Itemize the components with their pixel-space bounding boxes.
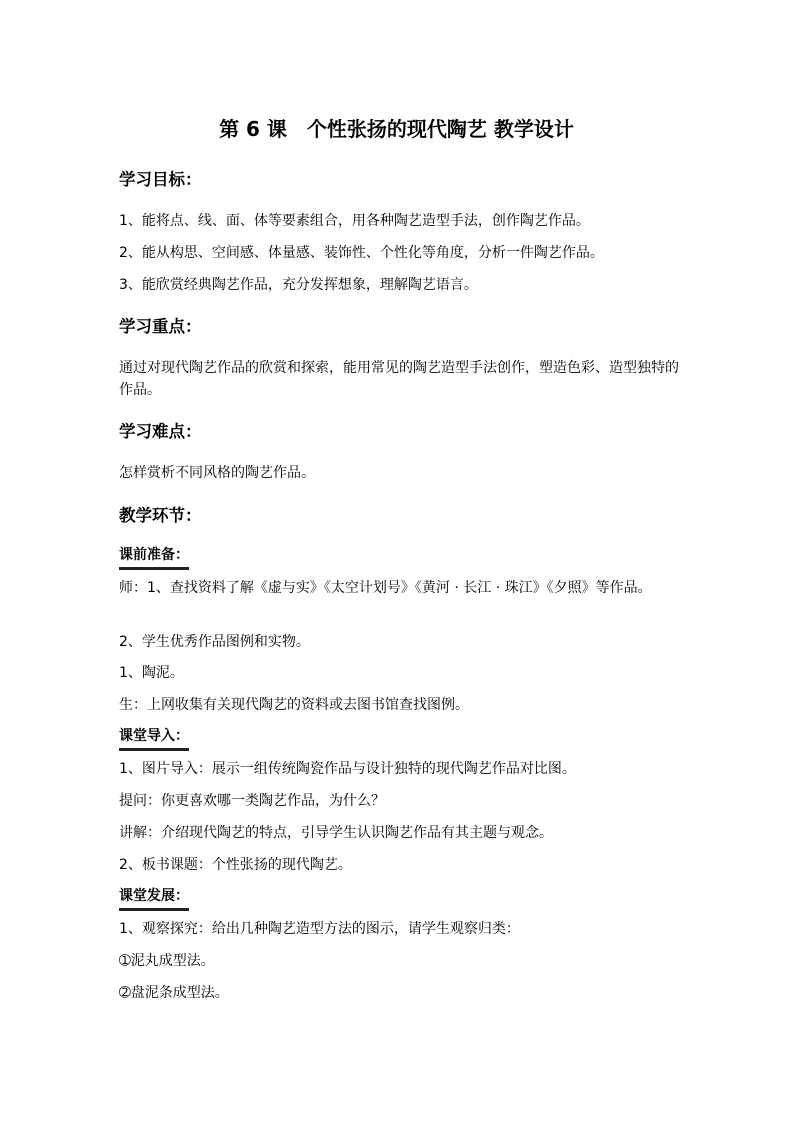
objective-item-1: 1、能将点、线、面、体等要素组合，用各种陶艺造型手法，创作陶艺作品。: [119, 213, 590, 229]
difficulties-heading: 学习难点：: [119, 422, 202, 441]
key-points-heading: 学习重点：: [119, 317, 202, 336]
introduction-line-2: 提问：你更喜欢哪一类陶艺作品，为什么？: [119, 793, 385, 809]
preparation-line-2: 2、学生优秀作品图例和实物。: [119, 634, 310, 650]
introduction-line-3: 讲解：介绍现代陶艺的特点，引导学生认识陶艺作品有其主题与观念。: [119, 825, 553, 841]
development-line-3: ➁盘泥条成型法。: [119, 985, 229, 1001]
objective-item-2: 2、能从构思、空间感、体量感、装饰性、个性化等角度，分析一件陶艺作品。: [119, 245, 604, 261]
preparation-line-4: 生：上网收集有关现代陶艺的资料或去图书馆查找图例。: [119, 697, 469, 713]
introduction-heading: 课堂导入：: [119, 726, 189, 751]
objective-item-3: 3、能欣赏经典陶艺作品，充分发挥想象，理解陶艺语言。: [119, 277, 478, 293]
document-title: 第 6 课 个性张扬的现代陶艺 教学设计: [219, 117, 574, 141]
development-heading: 课堂发展：: [119, 886, 189, 911]
objectives-heading: 学习目标：: [119, 170, 202, 189]
difficulties-text: 怎样赏析不同风格的陶艺作品。: [119, 465, 315, 481]
introduction-line-1: 1、图片导入：展示一组传统陶瓷作品与设计独特的现代陶艺作品对比图。: [119, 761, 576, 777]
introduction-line-4: 2、板书课题：个性张扬的现代陶艺。: [119, 857, 352, 873]
preparation-line-3: 1、陶泥。: [119, 665, 184, 681]
key-points-text: 通过对现代陶艺作品的欣赏和探索，能用常见的陶艺造型手法创作，塑造色彩、造型独特的作品。: [119, 360, 679, 398]
development-line-2: ➀泥丸成型法。: [119, 953, 215, 969]
teaching-steps-heading: 教学环节：: [119, 506, 202, 525]
development-line-1: 1、观察探究：给出几种陶艺造型方法的图示，请学生观察归类：: [119, 921, 520, 937]
preparation-line-1: 师：1、查找资料了解《虚与实》《太空计划号》《黄河 · 长江 · 珠江》《夕照》等作品。: [119, 580, 652, 596]
preparation-heading: 课前准备：: [119, 545, 189, 570]
